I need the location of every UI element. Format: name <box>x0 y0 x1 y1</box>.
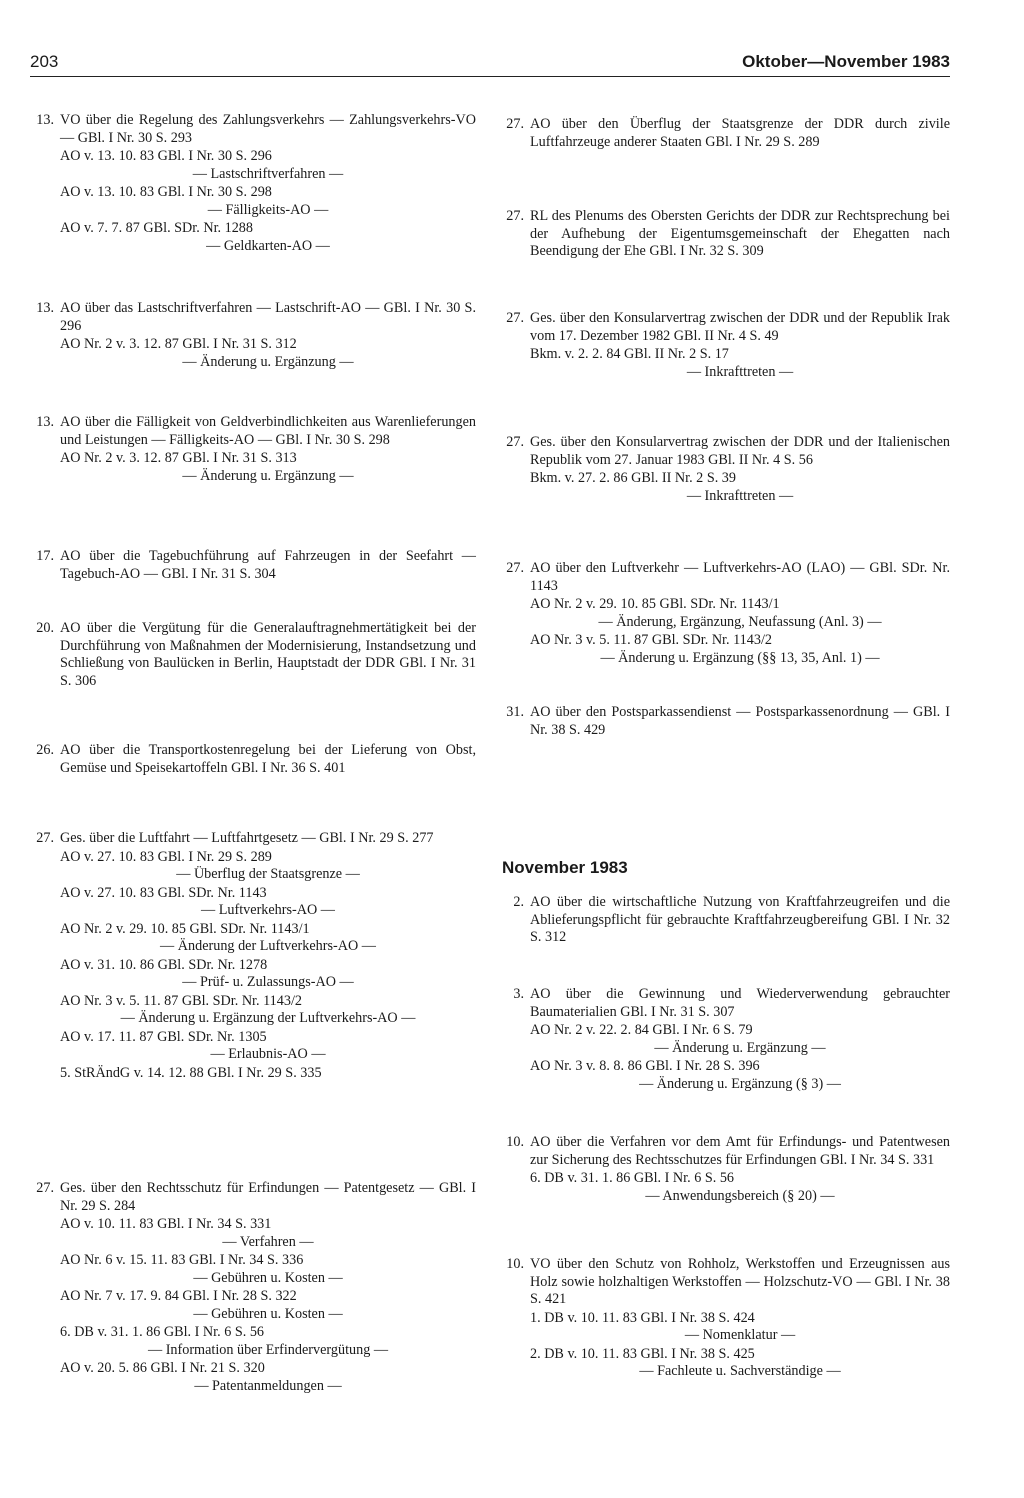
sub-reference: AO Nr. 2 v. 22. 2. 84 GBl. I Nr. 6 S. 79 <box>530 1022 753 1038</box>
sub-reference: 5. StRÄndG v. 14. 12. 88 GBl. I Nr. 29 S. 335 <box>60 1064 322 1081</box>
sub-reference: AO v. 10. 11. 83 GBl. I Nr. 34 S. 331 <box>60 1216 272 1232</box>
entry-text: AO über die Fälligkeit von Geldverbindlichkeiten aus Warenlieferungen und Leistungen — Fälligkeits-AO — GBl. I Nr. 30 S. 298 <box>60 414 476 448</box>
entry <box>500 560 950 667</box>
entry-text: VO über den Schutz von Rohholz, Werkstoffen und Erzeugnissen aus Holz sowie holzhaltigen Werkstoffen — Holzschutz-VO — GBl. I Nr. 38 S. 421 <box>530 1256 950 1307</box>
entry <box>30 830 476 1082</box>
entry-text: Ges. über den Konsularvertrag zwischen der DDR und der Republik Irak vom 17. Dezember 1982 GBl. II Nr. 4 S. 49 <box>530 310 950 344</box>
sub-reference: AO v. 27. 10. 83 GBl. SDr. Nr. 1143 <box>60 884 267 901</box>
entry-text: AO über das Lastschriftverfahren — Lastschrift-AO — GBl. I Nr. 30 S. 296 <box>60 300 476 334</box>
sub-reference: AO v. 17. 11. 87 GBl. SDr. Nr. 1305 <box>60 1028 267 1045</box>
entry-text: Ges. über den Konsularvertrag zwischen der DDR und der Italienischen Republik vom 27. Januar 1983 GBl. II Nr. 4 S. 56 <box>530 434 950 468</box>
entry-day: 27. <box>506 208 524 224</box>
sub-note: — Änderung der Luftverkehrs-AO — <box>160 938 376 954</box>
entry-text: AO über die wirtschaftliche Nutzung von Kraftfahrzeugreifen und die Ablieferungspflicht für gebrauchte Kraftfahrzeugbereifung GBl. I Nr. 32 S. 312 <box>530 894 950 945</box>
sub-reference: AO v. 31. 10. 86 GBl. SDr. Nr. 1278 <box>60 956 268 973</box>
sub-reference: AO v. 13. 10. 83 GBl. I Nr. 30 S. 298 <box>60 184 272 200</box>
entry-day: 27. <box>506 310 524 326</box>
sub-reference: AO Nr. 2 v. 29. 10. 85 GBl. SDr. Nr. 1143/1 <box>530 596 780 612</box>
sub-reference: AO Nr. 6 v. 15. 11. 83 GBl. I Nr. 34 S. 336 <box>60 1252 304 1268</box>
header-rule <box>30 76 950 77</box>
entry <box>500 208 950 261</box>
entry-text: AO über die Tagebuchführung auf Fahrzeugen in der Seefahrt — Tagebuch-AO — GBl. I Nr. 31 S. 304 <box>60 548 476 582</box>
sub-reference: AO v. 7. 7. 87 GBl. SDr. Nr. 1288 <box>60 220 253 236</box>
entry <box>500 704 950 739</box>
entry <box>500 310 950 381</box>
sub-reference: AO Nr. 3 v. 5. 11. 87 GBl. SDr. Nr. 1143/2 <box>530 632 772 648</box>
sub-note: — Änderung u. Ergänzung — <box>654 1039 826 1056</box>
entry-text: AO über die Verfahren vor dem Amt für Erfindungs- und Patentwesen zur Sicherung des Rechtsschutzes für Erfindungen GBl. I Nr. 34 S. 331 <box>530 1134 950 1168</box>
sub-note: — Fachleute u. Sachverständige — <box>639 1363 841 1379</box>
entry <box>30 1180 476 1395</box>
entry-day: 27. <box>36 830 54 846</box>
entry-text: Ges. über den Rechtsschutz für Erfindungen — Patentgesetz — GBl. I Nr. 29 S. 284 <box>60 1180 476 1214</box>
sub-reference: AO v. 27. 10. 83 GBl. I Nr. 29 S. 289 <box>60 848 272 865</box>
entry <box>500 1256 950 1381</box>
entry-day: 20. <box>36 620 54 636</box>
sub-reference: Bkm. v. 27. 2. 86 GBl. II Nr. 2 S. 39 <box>530 470 736 486</box>
entry-day: 13. <box>36 300 54 316</box>
entry <box>500 986 950 1093</box>
entry <box>30 548 476 583</box>
sub-note: — Änderung u. Ergänzung (§ 3) — <box>639 1075 841 1092</box>
entry-text: AO über die Gewinnung und Wiederverwendung gebrauchter Baumaterialien GBl. I Nr. 31 S. 307 <box>530 986 950 1020</box>
sub-note: — Information über Erfindervergütung — <box>147 1341 389 1358</box>
entry-text: AO über den Luftverkehr — Luftverkehrs-AO (LAO) — GBl. SDr. Nr. 1143 <box>530 560 950 594</box>
sub-note: — Fälligkeits-AO — <box>207 201 329 218</box>
sub-reference: AO Nr. 3 v. 5. 11. 87 GBl. SDr. Nr. 1143/2 <box>60 992 302 1009</box>
sub-note: — Inkrafttreten — <box>686 363 794 380</box>
entry-day: 10. <box>506 1256 524 1272</box>
entry-text: AO über den Postsparkassendienst — Postsparkassenordnung — GBl. I Nr. 38 S. 429 <box>530 704 950 738</box>
sub-note: — Überflug der Staatsgrenze — <box>176 866 360 882</box>
sub-reference: AO Nr. 2 v. 3. 12. 87 GBl. I Nr. 31 S. 313 <box>60 450 297 466</box>
sub-reference: Bkm. v. 2. 2. 84 GBl. II Nr. 2 S. 17 <box>530 346 729 362</box>
sub-note: — Inkrafttreten — <box>686 487 794 504</box>
sub-note: — Änderung u. Ergänzung (§§ 13, 35, Anl. 1) — <box>600 649 880 666</box>
entry <box>500 116 950 151</box>
entry <box>30 300 476 371</box>
sub-note: — Nomenklatur — <box>684 1327 796 1343</box>
entry-text: Ges. über die Luftfahrt — Luftfahrtgesetz — GBl. I Nr. 29 S. 277 <box>60 830 434 846</box>
sub-note: — Luftverkehrs-AO — <box>201 902 335 918</box>
sub-note: — Gebühren u. Kosten — <box>193 1269 343 1286</box>
sub-reference: 2. DB v. 10. 11. 83 GBl. I Nr. 38 S. 425 <box>530 1345 755 1362</box>
sub-note: — Erlaubnis-AO — <box>210 1046 326 1062</box>
entry-day: 13. <box>36 112 54 128</box>
entry-day: 27. <box>506 116 524 132</box>
page-header <box>30 52 950 78</box>
sub-note: — Änderung, Ergänzung, Neufassung (Anl. 3) — <box>598 613 882 630</box>
entry-text: RL des Plenums des Obersten Gerichts der DDR zur Rechtsprechung bei der Aufhebung der Eigentumsgemeinschaft der Ehegatten nach Beendigung der Ehe GBl. I Nr. 32 S. 309 <box>530 208 950 259</box>
entry-text: AO über die Transportkostenregelung bei der Lieferung von Obst, Gemüse und Speisekartoffeln GBl. I Nr. 36 S. 401 <box>60 742 476 776</box>
sub-note: — Anwendungsbereich (§ 20) — <box>645 1187 835 1204</box>
entry-day: 31. <box>506 704 524 720</box>
sub-note: — Gebühren u. Kosten — <box>193 1305 343 1322</box>
sub-reference: AO Nr. 7 v. 17. 9. 84 GBl. I Nr. 28 S. 322 <box>60 1288 297 1304</box>
sub-note: — Änderung u. Ergänzung — <box>182 353 354 370</box>
entry <box>30 742 476 777</box>
sub-note: — Patentanmeldungen — <box>194 1377 342 1394</box>
entry-text: AO über den Überflug der Staatsgrenze der DDR durch zivile Luftfahrzeuge anderer Staaten GBl. I Nr. 29 S. 289 <box>530 116 950 150</box>
entry-day: 26. <box>36 742 54 758</box>
entry-day: 3. <box>513 986 524 1002</box>
sub-reference: 1. DB v. 10. 11. 83 GBl. I Nr. 38 S. 424 <box>530 1309 755 1326</box>
entry <box>30 414 476 485</box>
sub-reference: AO v. 13. 10. 83 GBl. I Nr. 30 S. 296 <box>60 148 272 164</box>
entry-day: 10. <box>506 1134 524 1150</box>
sub-reference: AO Nr. 2 v. 29. 10. 85 GBl. SDr. Nr. 1143/1 <box>60 920 310 937</box>
entry-day: 27. <box>36 1180 54 1196</box>
sub-note: — Prüf- u. Zulassungs-AO — <box>182 974 354 990</box>
sub-note: — Änderung u. Ergänzung — <box>182 467 354 484</box>
page-title: Oktober—November 1983 <box>742 52 950 71</box>
sub-reference: 6. DB v. 31. 1. 86 GBl. I Nr. 6 S. 56 <box>530 1170 735 1186</box>
entry-day: 27. <box>506 560 524 576</box>
entry-day: 2. <box>513 894 524 910</box>
sub-note: — Verfahren — <box>222 1233 314 1250</box>
sub-reference: 6. DB v. 31. 1. 86 GBl. I Nr. 6 S. 56 <box>60 1324 265 1340</box>
entry <box>500 1134 950 1205</box>
section-heading: November 1983 <box>502 858 628 877</box>
entry-day: 27. <box>506 434 524 450</box>
entry <box>500 434 950 505</box>
entry-text: VO über die Regelung des Zahlungsverkehrs — Zahlungsverkehrs-VO — GBl. I Nr. 30 S. 293 <box>60 112 476 146</box>
page-number: 203 <box>30 52 59 71</box>
entry-day: 13. <box>36 414 54 430</box>
entry <box>500 894 950 947</box>
entry-day: 17. <box>36 548 54 564</box>
entry <box>30 112 476 255</box>
entry-text: AO über die Vergütung für die Generalauftragnehmertätigkeit bei der Durchführung von Maßnahmen der Modernisierung, Instandsetzung und Schließung von Baulücken in Berlin, Hauptstadt der DDR GBl. I Nr. 31 S. 306 <box>60 620 476 689</box>
entry <box>30 620 476 690</box>
sub-reference: AO Nr. 2 v. 3. 12. 87 GBl. I Nr. 31 S. 312 <box>60 336 297 352</box>
sub-note: — Geldkarten-AO — <box>206 237 330 254</box>
sub-reference: AO v. 20. 5. 86 GBl. I Nr. 21 S. 320 <box>60 1360 265 1376</box>
sub-reference: AO Nr. 3 v. 8. 8. 86 GBl. I Nr. 28 S. 396 <box>530 1058 760 1074</box>
sub-note: — Lastschriftverfahren — <box>192 165 344 182</box>
sub-note: — Änderung u. Ergänzung der Luftverkehrs-AO — <box>120 1010 416 1026</box>
